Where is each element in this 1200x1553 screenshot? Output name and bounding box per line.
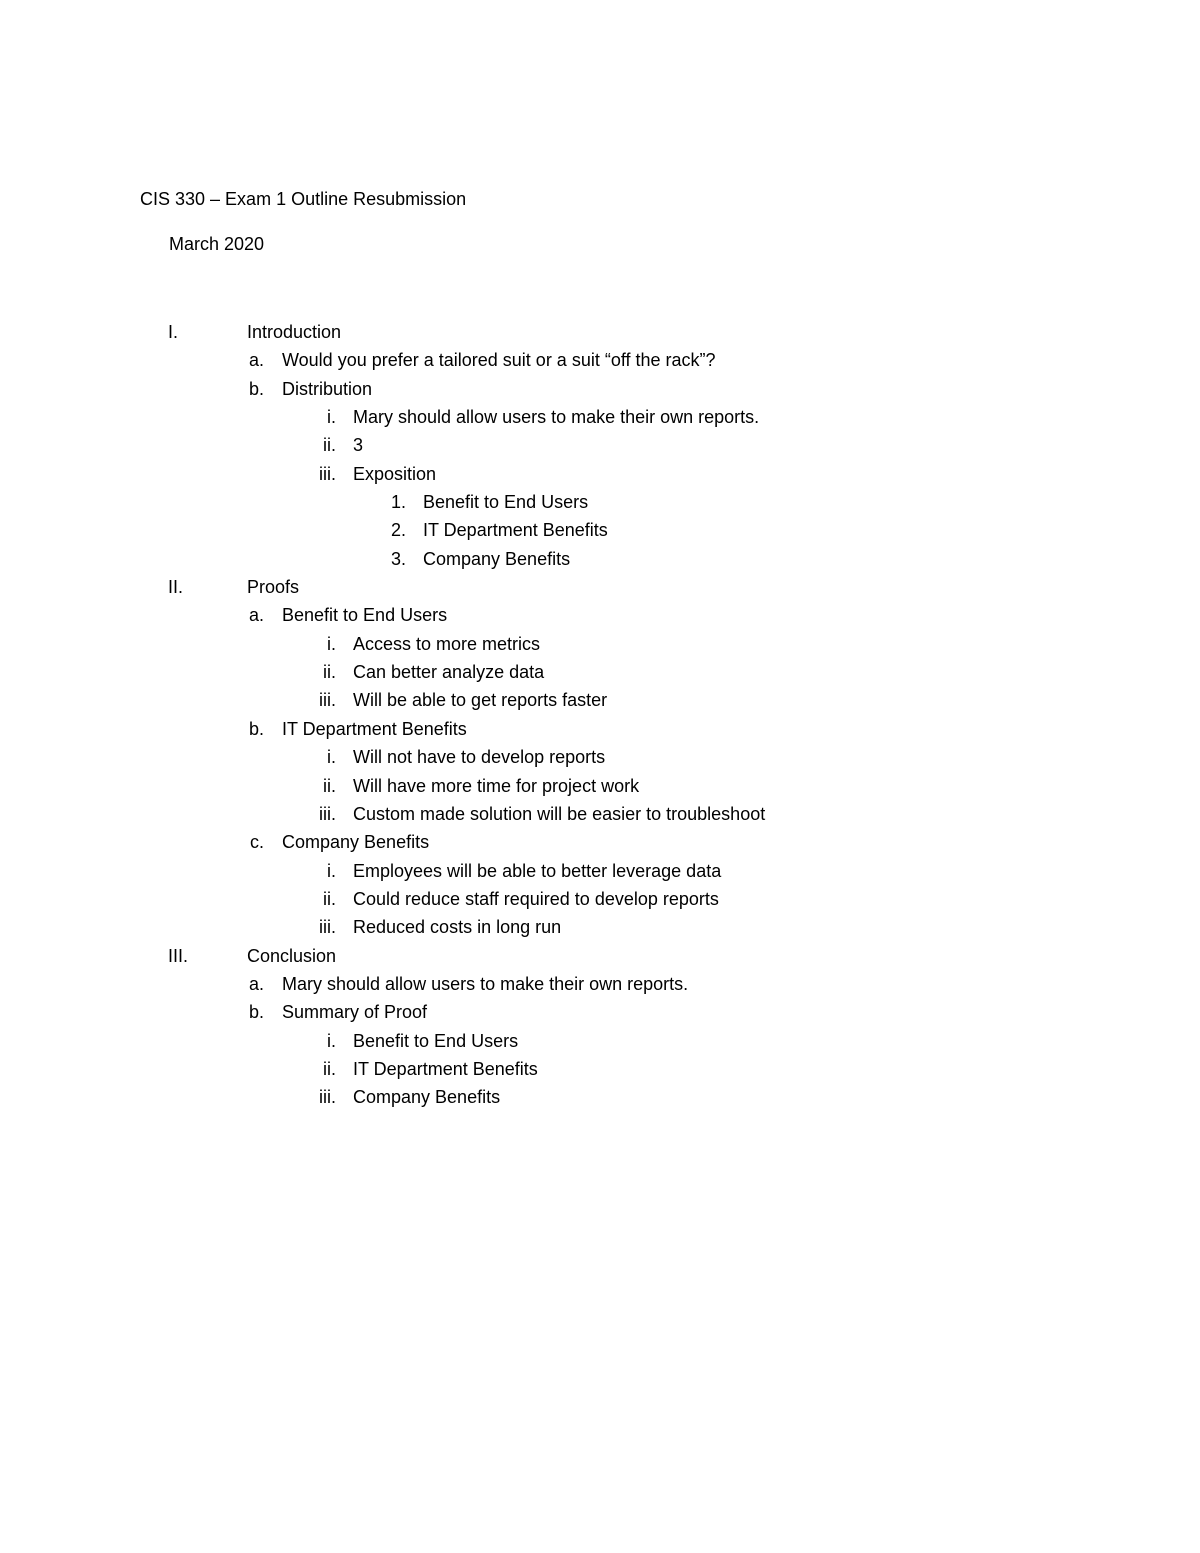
outline-item-marker: iii. [319, 803, 336, 824]
outline-item-marker: iii. [319, 463, 336, 484]
outline-item-level-2 [0, 375, 1200, 403]
outline-item-text: Company Benefits [423, 548, 571, 569]
outline-item-text: IT Department Benefits [353, 1058, 538, 1079]
outline-item-marker: 3. [390, 548, 406, 569]
outline-item-marker: i. [327, 633, 336, 654]
outline-item-level-3 [0, 460, 1200, 488]
outline-item-marker: i. [327, 747, 336, 768]
outline-item-level-3 [0, 403, 1200, 431]
outline-item-marker: 2. [390, 520, 406, 541]
outline-item-marker: III. [168, 945, 189, 966]
outline-item-level-2 [0, 601, 1200, 629]
outline-item-text: Could reduce staff required to develop reports [353, 888, 719, 909]
outline-item-marker: iii. [319, 1087, 336, 1108]
outline-item-marker: a. [248, 605, 264, 626]
outline-item-marker: a. [248, 973, 264, 994]
outline-item-marker: 1. [390, 492, 406, 513]
outline-list [0, 318, 1200, 1112]
outline-item-text: Will be able to get reports faster [353, 690, 608, 711]
outline-item-text: Custom made solution will be easier to troubleshoot [353, 803, 766, 824]
outline-item-text: Benefit to End Users [353, 1030, 519, 1051]
outline-item-level-3 [0, 658, 1200, 686]
outline-item-marker: i. [327, 860, 336, 881]
outline-item-level-3 [0, 1083, 1200, 1111]
outline-item-text: Mary should allow users to make their own reports. [353, 407, 760, 428]
outline-item-text: Distribution [282, 378, 373, 399]
outline-item-text: Company Benefits [282, 832, 430, 853]
outline-item-marker: b. [248, 718, 264, 739]
outline-item-text: Summary of Proof [282, 1002, 428, 1023]
outline-item-marker: II. [168, 577, 184, 598]
outline-item-level-3 [0, 1027, 1200, 1055]
outline-item-text: Exposition [353, 463, 437, 484]
outline-item-marker: iii. [319, 690, 336, 711]
outline-item-level-1 [0, 942, 1200, 970]
outline-item-marker: b. [248, 1002, 264, 1023]
outline-item-marker: ii. [323, 1058, 336, 1079]
outline-item-text: Reduced costs in long run [353, 917, 562, 938]
outline-item-text: Introduction [247, 322, 342, 342]
outline-item-level-3 [0, 800, 1200, 828]
outline-item-marker: ii. [323, 775, 336, 796]
outline-item-level-3 [0, 1055, 1200, 1083]
outline-item-level-3 [0, 857, 1200, 885]
outline-item-level-2 [0, 970, 1200, 998]
outline-item-text: Proofs [247, 577, 300, 598]
outline-item-text: Will not have to develop reports [353, 747, 606, 768]
outline-item-text: Can better analyze data [353, 662, 545, 683]
outline-item-level-3 [0, 686, 1200, 714]
outline-item-level-2 [0, 828, 1200, 856]
outline-item-marker: i. [327, 407, 336, 428]
outline-item-level-3 [0, 431, 1200, 459]
outline-item-text: Benefit to End Users [423, 492, 589, 513]
outline-item-text: Benefit to End Users [282, 605, 448, 626]
outline-item-marker: ii. [323, 435, 336, 456]
outline-item-marker: i. [327, 1030, 336, 1051]
outline-item-level-3 [0, 630, 1200, 658]
outline-item-text: Mary should allow users to make their own reports. [282, 973, 689, 994]
outline-item-text: Will have more time for project work [353, 775, 640, 796]
outline-item-marker: ii. [323, 662, 336, 683]
outline-item-marker: a. [248, 350, 264, 371]
outline-item-level-4 [0, 545, 1200, 573]
outline-item-marker: iii. [319, 917, 336, 938]
outline-item-text: IT Department Benefits [282, 718, 467, 739]
outline-item-text: Access to more metrics [353, 633, 541, 654]
outline-item-level-3 [0, 772, 1200, 800]
outline-item-level-3 [0, 743, 1200, 771]
outline-item-text: IT Department Benefits [423, 520, 608, 541]
outline-item-text: Would you prefer a tailored suit or a suit “off the rack”? [282, 350, 716, 371]
document-title: CIS 330 – Exam 1 Outline Resubmission [140, 189, 467, 209]
outline-item-level-1 [0, 573, 1200, 601]
outline-item-text: Conclusion [247, 945, 337, 966]
outline-item-marker: I. [168, 322, 179, 342]
outline-item-level-2 [0, 346, 1200, 374]
outline-item-level-3 [0, 885, 1200, 913]
outline-item-marker: b. [248, 378, 264, 399]
outline-item-level-4 [0, 488, 1200, 516]
document-date: March 2020 [169, 234, 265, 254]
outline-item-level-1 [0, 318, 1200, 346]
outline-item-level-4 [0, 516, 1200, 544]
outline-item-text: 3 [353, 435, 364, 456]
outline-item-text: Company Benefits [353, 1087, 501, 1108]
outline-item-level-3 [0, 913, 1200, 941]
outline-item-level-2 [0, 998, 1200, 1026]
outline-item-text: Employees will be able to better leverage data [353, 860, 722, 881]
outline-item-marker: ii. [323, 888, 336, 909]
outline-item-marker: c. [249, 832, 264, 853]
outline-item-level-2 [0, 715, 1200, 743]
